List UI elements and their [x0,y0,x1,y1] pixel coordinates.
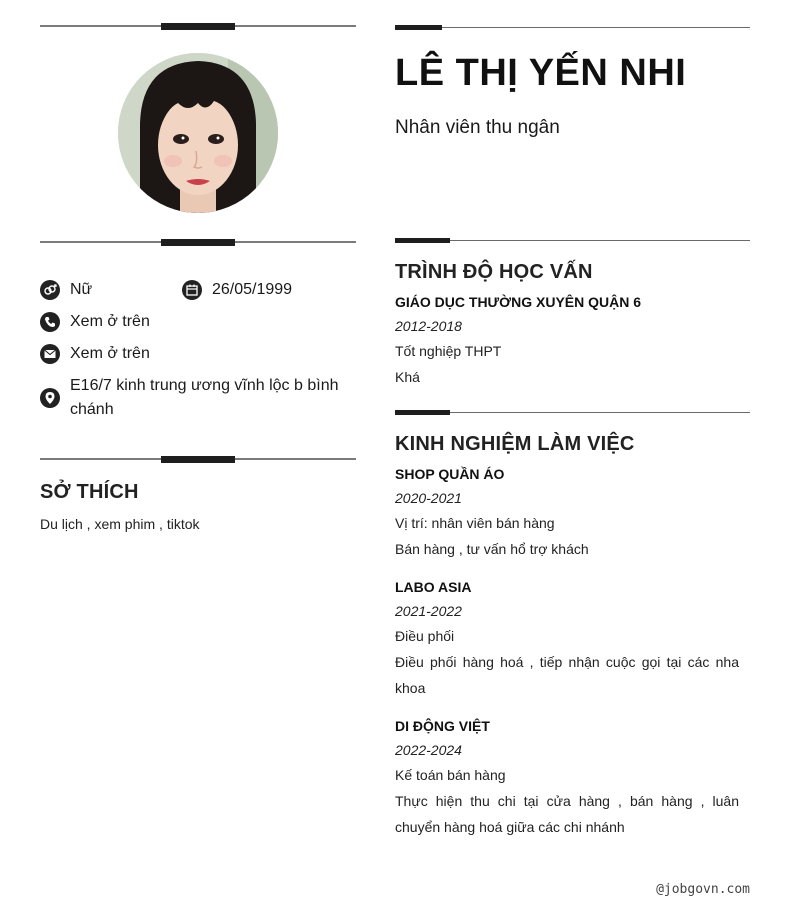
avatar-photo [118,53,278,213]
birthday-value: 26/05/1999 [212,281,293,298]
watermark: @jobgovn.com [656,882,750,897]
job-position: Điều phối [395,628,455,644]
experience-divider [395,409,750,417]
gender-icon [40,280,60,300]
candidate-name: LÊ THỊ YẾN NHI [395,52,687,94]
hobbies-text: Du lịch , xem phim , tiktok [40,516,200,532]
job-title: Nhân viên thu ngân [395,117,560,138]
education-period: 2012-2018 [395,318,462,334]
job-company: SHOP QUẦN ÁO [395,466,505,482]
job-description: Điều phối hàng hoá , tiếp nhận cuộc gọi tại các nha khoa [395,654,739,696]
job-period: 2022-2024 [395,742,462,758]
hobbies-title: SỞ THÍCH [40,481,139,503]
phone-value: Xem ở trên [70,313,150,330]
mail-icon [40,344,60,364]
calendar-icon [182,280,202,300]
education-grade: Khá [395,369,420,385]
phone-icon [40,312,60,332]
job-description: Bán hàng , tư vấn hổ trợ khách [395,541,589,557]
left-middle-divider [40,237,356,247]
address-value: E16/7 kinh trung ương vĩnh lộc b bình chánh [70,377,339,418]
job-period: 2021-2022 [395,603,462,619]
job-company: DI ĐỘNG VIỆT [395,718,490,734]
job-description: Thực hiện thu chi tại cửa hàng , bán hàng , luân chuyển hàng hoá giữa các chi nhánh [395,793,739,835]
education-divider [395,237,750,245]
gender-value: Nữ [70,281,93,298]
job-position: Vị trí: nhân viên bán hàng [395,515,555,531]
education-title: TRÌNH ĐỘ HỌC VẤN [395,261,593,283]
left-bottom-divider [40,454,356,464]
education-school: GIÁO DỤC THƯỜNG XUYÊN QUẬN 6 [395,294,642,310]
experience-title: KINH NGHIỆM LÀM VIỆC [395,433,635,455]
education-degree: Tốt nghiệp THPT [395,343,502,359]
job-company: LABO ASIA [395,579,472,595]
job-period: 2020-2021 [395,490,462,506]
email-value: Xem ở trên [70,345,150,362]
location-pin-icon [40,388,60,408]
job-position: Kế toán bán hàng [395,767,506,783]
avatar [118,53,278,213]
left-top-divider [40,21,356,31]
right-top-divider [395,24,750,32]
